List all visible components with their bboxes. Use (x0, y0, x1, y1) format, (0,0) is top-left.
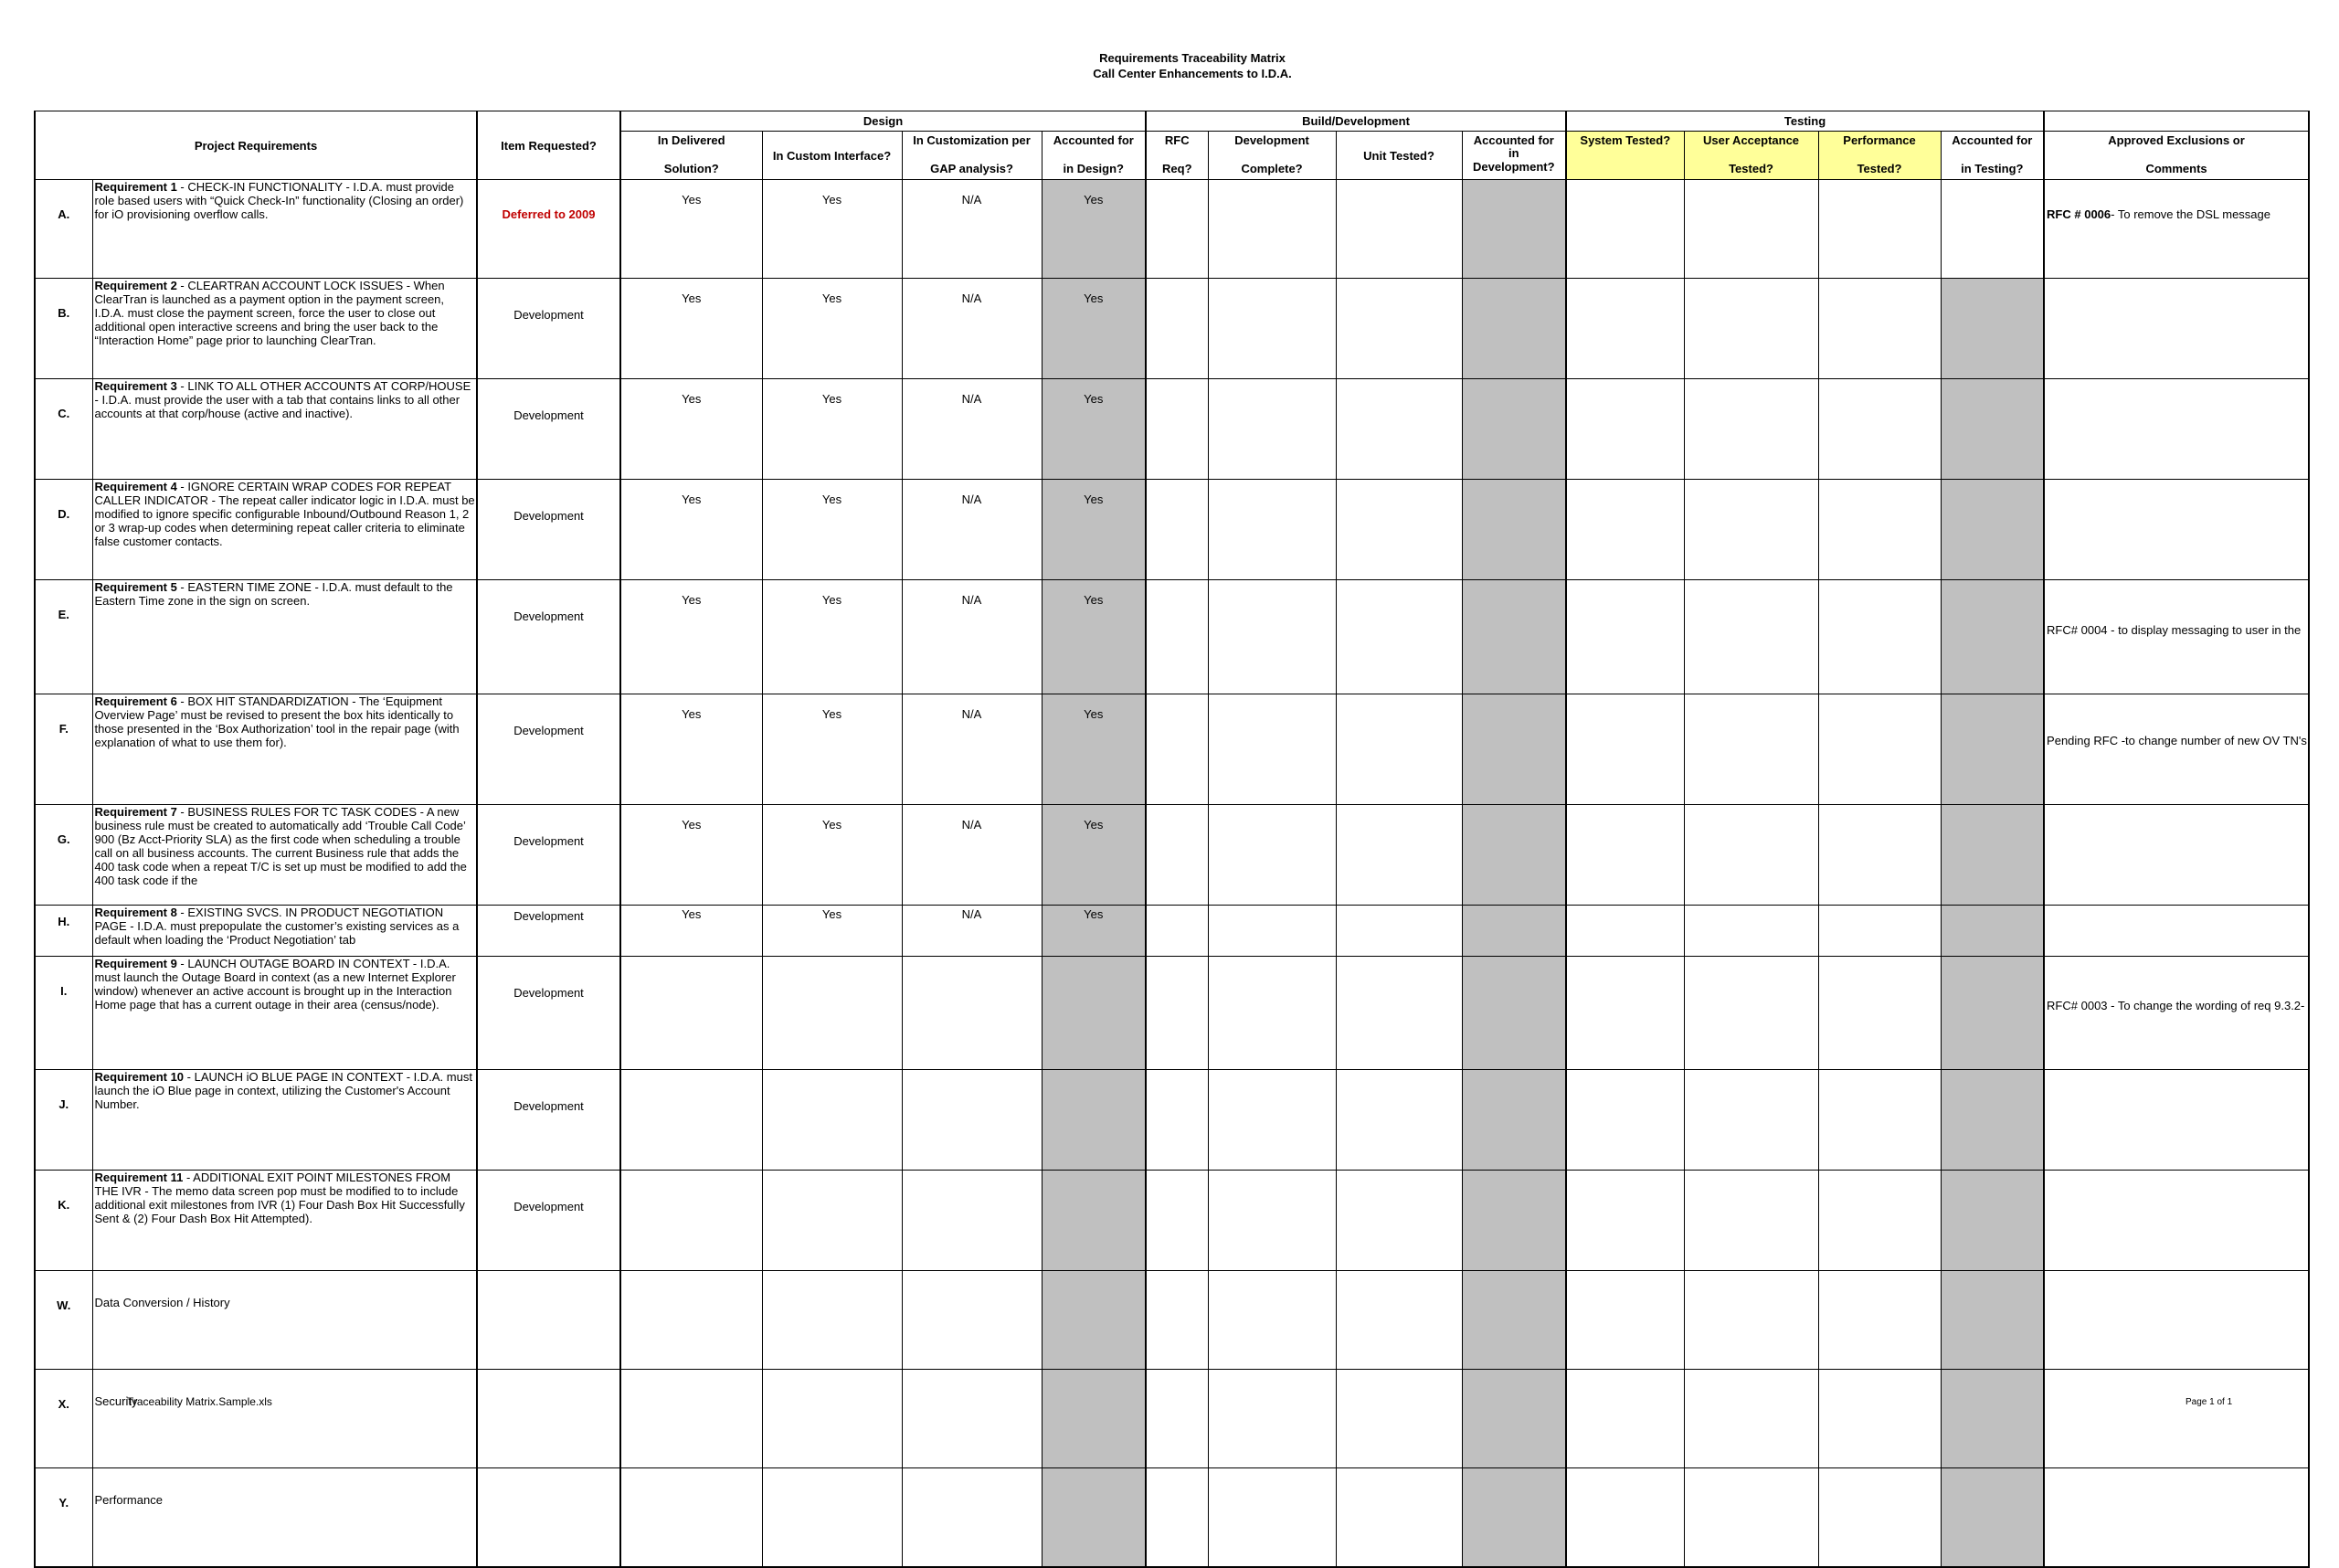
system-tested-cell (1566, 957, 1684, 1070)
accounted-dev-cell (1462, 279, 1566, 379)
comment-text: RFC# 0004 - to display messaging to user in the (2047, 623, 2302, 637)
unit-tested-cell (1336, 580, 1462, 694)
unit-tested-cell (1336, 1271, 1462, 1370)
requirement-text (92, 480, 477, 580)
item-requested-cell (477, 1370, 620, 1468)
accounted-dev-cell (1462, 1070, 1566, 1171)
performance-tested-cell (1818, 580, 1941, 694)
uat-header: User Acceptance Tested? (1684, 132, 1818, 180)
requirement-title: Requirement 4 (94, 480, 177, 493)
in-custom-interface-cell: Yes (762, 379, 902, 480)
item-requested-cell: Development (477, 957, 620, 1070)
title-block (0, 50, 2339, 81)
uat-cell (1684, 1468, 1818, 1568)
in-customization-cell: N/A (902, 279, 1042, 379)
system-tested-cell (1566, 379, 1684, 480)
accounted-design-cell (1042, 957, 1146, 1070)
performance-tested-cell (1818, 1468, 1941, 1568)
requirement-description: - EASTERN TIME ZONE - I.D.A. must default to the Eastern Time zone in the sign on screen. (94, 580, 453, 608)
uat-cell (1684, 379, 1818, 480)
in-customization-cell: N/A (902, 180, 1042, 279)
in-delivered-cell (620, 1468, 762, 1568)
exclusions-header: Approved Exclusions or Comments (2044, 132, 2309, 180)
accounted-design-cell: Yes (1042, 580, 1146, 694)
rfc-req-header: RFC Req? (1146, 132, 1208, 180)
system-tested-cell (1566, 1370, 1684, 1468)
accounted-design-cell (1042, 1070, 1146, 1171)
requirement-text (92, 1070, 477, 1171)
in-customization-cell (902, 1070, 1042, 1171)
requirement-description: - IGNORE CERTAIN WRAP CODES FOR REPEAT CALLER INDICATOR - The repeat caller indicator logic in I.D.A. must be modified to ignore specific configurable Inbound/Outbound Reason 1, 2 or 3 wrap-up codes when determining repeat caller criteria to eliminate false customer contacts. (94, 480, 475, 548)
item-requested-cell: Development (477, 580, 620, 694)
accounted-dev-cell (1462, 480, 1566, 580)
comment-cell (2044, 580, 2309, 694)
performance-tested-cell (1818, 1070, 1941, 1171)
uat-cell (1684, 805, 1818, 906)
unit-tested-cell (1336, 180, 1462, 279)
table-row (35, 279, 2309, 379)
in-delivered-cell (620, 1271, 762, 1370)
matrix-body (35, 180, 2309, 1568)
in-customization-cell: N/A (902, 906, 1042, 957)
requirement-title: Requirement 5 (94, 580, 177, 594)
rfc-req-cell (1146, 805, 1208, 906)
uat-cell (1684, 1271, 1818, 1370)
requirement-text (92, 180, 477, 279)
requirement-text: Security (92, 1370, 477, 1468)
requirement-description: - BOX HIT STANDARDIZATION - The ‘Equipment Overview Page’ must be revised to present the box hits identically to those presented in the ‘Box Authorization’ tool in the repair page (with explanation of what to use them for). (94, 694, 460, 749)
accounted-design-cell: Yes (1042, 379, 1146, 480)
in-custom-interface-cell: Yes (762, 906, 902, 957)
unit-tested-cell (1336, 1171, 1462, 1271)
accounted-testing-cell (1941, 906, 2044, 957)
table-row (35, 805, 2309, 906)
in-delivered-cell (620, 1370, 762, 1468)
table-row (35, 1070, 2309, 1171)
accounted-testing-cell (1941, 279, 2044, 379)
unit-tested-cell (1336, 480, 1462, 580)
table-row (35, 694, 2309, 805)
uat-cell (1684, 1370, 1818, 1468)
item-requested-cell: Development (477, 379, 620, 480)
in-custom-interface-cell: Yes (762, 580, 902, 694)
in-custom-interface-cell: Yes (762, 480, 902, 580)
in-custom-interface-cell (762, 957, 902, 1070)
accounted-dev-cell (1462, 906, 1566, 957)
performance-tested-cell (1818, 1271, 1941, 1370)
dev-complete-header: Development Complete? (1208, 132, 1336, 180)
in-custom-interface-cell (762, 1370, 902, 1468)
performance-tested-cell (1818, 1171, 1941, 1271)
uat-cell (1684, 694, 1818, 805)
unit-tested-cell (1336, 906, 1462, 957)
table-row (35, 1171, 2309, 1271)
unit-tested-cell (1336, 1070, 1462, 1171)
performance-tested-cell (1818, 480, 1941, 580)
table-row (35, 1370, 2309, 1468)
item-requested-cell (477, 1271, 620, 1370)
row-letter: X. (35, 1370, 92, 1468)
table-row (35, 379, 2309, 480)
comment-cell (2044, 1468, 2309, 1568)
table-row (35, 580, 2309, 694)
dev-complete-cell (1208, 480, 1336, 580)
requirement-description: - LAUNCH OUTAGE BOARD IN CONTEXT - I.D.A. must launch the Outage Board in context (as a new Internet Explorer window) whenever an active account is brought up in the Interaction Home page that has a current outage in their area (census/node). (94, 957, 456, 1012)
requirement-description: - BUSINESS RULES FOR TC TASK CODES - A new business rule must be created to automatically add ‘Trouble Call Code’ 900 (Bz Acct-Priority SLA) as the first code when scheduling a trouble call on all business accounts. The current Business rule that adds the 400 task code when a repeat T/C is set up must be modified to add the 400 task code if the (94, 805, 467, 887)
row-letter: E. (35, 580, 92, 694)
unit-tested-cell (1336, 1468, 1462, 1568)
row-letter: Y. (35, 1468, 92, 1568)
requirement-title: Requirement 7 (94, 805, 177, 819)
row-letter: H. (35, 906, 92, 957)
comment-cell (2044, 279, 2309, 379)
dev-complete-cell (1208, 1271, 1336, 1370)
requirement-text (92, 805, 477, 906)
system-tested-cell (1566, 1171, 1684, 1271)
performance-tested-header: Performance Tested? (1818, 132, 1941, 180)
comment-cell (2044, 180, 2309, 279)
item-requested-header: Item Requested? (477, 111, 620, 180)
comment-text: RFC# 0003 - To change the wording of req 9.3.2- (2047, 999, 2305, 1012)
comment-cell (2044, 379, 2309, 480)
uat-cell (1684, 480, 1818, 580)
performance-tested-cell (1818, 906, 1941, 957)
comment-cell (2044, 480, 2309, 580)
unit-tested-cell (1336, 694, 1462, 805)
accounted-testing-cell (1941, 480, 2044, 580)
performance-tested-cell (1818, 279, 1941, 379)
requirement-title: Requirement 1 (94, 180, 177, 194)
requirement-text (92, 279, 477, 379)
in-custom-interface-cell: Yes (762, 180, 902, 279)
document-subtitle: Call Center Enhancements to I.D.A. (1093, 67, 1292, 80)
in-delivered-header: In Delivered Solution? (620, 132, 762, 180)
in-custom-interface-cell (762, 1171, 902, 1271)
dev-complete-cell (1208, 906, 1336, 957)
table-row (35, 1271, 2309, 1370)
in-delivered-cell (620, 1171, 762, 1271)
accounted-testing-header: Accounted for in Testing? (1941, 132, 2044, 180)
system-tested-cell (1566, 580, 1684, 694)
item-requested-cell: Development (477, 279, 620, 379)
dev-complete-cell (1208, 1070, 1336, 1171)
accounted-design-cell: Yes (1042, 805, 1146, 906)
performance-tested-cell (1818, 694, 1941, 805)
requirement-text (92, 906, 477, 957)
in-customization-cell (902, 1370, 1042, 1468)
comment-cell (2044, 805, 2309, 906)
system-tested-cell (1566, 1070, 1684, 1171)
row-letter: B. (35, 279, 92, 379)
in-customization-cell (902, 1468, 1042, 1568)
project-requirements-header: Project Requirements (35, 111, 477, 180)
in-customization-cell (902, 1171, 1042, 1271)
system-tested-cell (1566, 180, 1684, 279)
accounted-dev-cell (1462, 180, 1566, 279)
requirement-title: Requirement 2 (94, 279, 177, 292)
row-letter: A. (35, 180, 92, 279)
in-delivered-cell: Yes (620, 694, 762, 805)
item-requested-cell: Development (477, 906, 620, 957)
in-delivered-cell: Yes (620, 580, 762, 694)
in-custom-interface-cell: Yes (762, 694, 902, 805)
unit-tested-cell (1336, 957, 1462, 1070)
system-tested-cell (1566, 279, 1684, 379)
accounted-dev-header: Accounted for in Development? (1462, 132, 1566, 180)
footer-page-number: Page 1 of 1 (2186, 1397, 2233, 1407)
traceability-matrix-table (34, 111, 2310, 1568)
in-delivered-cell: Yes (620, 480, 762, 580)
uat-cell (1684, 180, 1818, 279)
unit-tested-cell (1336, 805, 1462, 906)
item-requested-cell (477, 1468, 620, 1568)
rfc-req-cell (1146, 1271, 1208, 1370)
row-letter: J. (35, 1070, 92, 1171)
requirement-description: - CHECK-IN FUNCTIONALITY - I.D.A. must provide role based users with “Quick Check-In” functionality (Closing an order) for iO provisioning overflow calls. (94, 180, 464, 221)
requirement-title: Requirement 9 (94, 957, 177, 970)
requirement-title: Requirement 6 (94, 694, 177, 708)
system-tested-cell (1566, 694, 1684, 805)
rfc-req-cell (1146, 906, 1208, 957)
requirement-text: Performance (92, 1468, 477, 1568)
accounted-design-cell (1042, 1370, 1146, 1468)
unit-tested-header: Unit Tested? (1336, 132, 1462, 180)
row-letter: K. (35, 1171, 92, 1271)
in-customization-cell: N/A (902, 480, 1042, 580)
rfc-req-cell (1146, 379, 1208, 480)
rfc-req-cell (1146, 694, 1208, 805)
accounted-testing-cell (1941, 805, 2044, 906)
requirement-title: Requirement 3 (94, 379, 177, 393)
in-custom-interface-cell (762, 1070, 902, 1171)
accounted-design-cell: Yes (1042, 480, 1146, 580)
in-customization-header: In Customization per GAP analysis? (902, 132, 1042, 180)
accounted-dev-cell (1462, 379, 1566, 480)
requirement-title: Requirement 10 (94, 1070, 185, 1084)
accounted-testing-cell (1941, 694, 2044, 805)
accounted-design-cell: Yes (1042, 906, 1146, 957)
dev-complete-cell (1208, 1468, 1336, 1568)
in-delivered-cell (620, 957, 762, 1070)
performance-tested-cell (1818, 805, 1941, 906)
in-delivered-cell (620, 1070, 762, 1171)
dev-complete-cell (1208, 180, 1336, 279)
in-customization-cell (902, 1271, 1042, 1370)
dev-complete-cell (1208, 957, 1336, 1070)
dev-complete-cell (1208, 1370, 1336, 1468)
comment-text: - To remove the DSL message (2111, 207, 2270, 221)
rfc-req-cell (1146, 957, 1208, 1070)
rfc-req-cell (1146, 279, 1208, 379)
system-tested-cell (1566, 906, 1684, 957)
accounted-testing-cell (1941, 1468, 2044, 1568)
accounted-testing-cell (1941, 379, 2044, 480)
rfc-req-cell (1146, 580, 1208, 694)
dev-complete-cell (1208, 379, 1336, 480)
requirement-description: - LAUNCH iO BLUE PAGE IN CONTEXT - I.D.A. must launch the iO Blue page in context, utilizing the Customer's Account Number. (94, 1070, 472, 1111)
requirement-text (92, 580, 477, 694)
dev-complete-cell (1208, 279, 1336, 379)
exclusions-group-header (2044, 111, 2309, 132)
item-requested-cell: Development (477, 480, 620, 580)
in-delivered-cell: Yes (620, 805, 762, 906)
comment-text: Pending RFC -to change number of new OV TN's (2047, 734, 2307, 747)
uat-cell (1684, 1171, 1818, 1271)
requirement-text (92, 957, 477, 1070)
rfc-req-cell (1146, 480, 1208, 580)
accounted-dev-cell (1462, 580, 1566, 694)
uat-cell (1684, 906, 1818, 957)
in-custom-interface-cell: Yes (762, 805, 902, 906)
footer-filename: Traceability Matrix.Sample.xls (127, 1395, 272, 1408)
requirement-text (92, 1171, 477, 1271)
in-delivered-cell: Yes (620, 906, 762, 957)
requirement-title: Requirement 8 (94, 906, 177, 919)
table-row (35, 1468, 2309, 1568)
in-customization-cell (902, 957, 1042, 1070)
accounted-design-cell (1042, 1171, 1146, 1271)
document-title: Requirements Traceability Matrix (1099, 51, 1286, 65)
unit-tested-cell (1336, 1370, 1462, 1468)
comment-cell (2044, 1271, 2309, 1370)
accounted-design-cell: Yes (1042, 694, 1146, 805)
accounted-testing-cell (1941, 180, 2044, 279)
comment-cell (2044, 694, 2309, 805)
row-letter: W. (35, 1271, 92, 1370)
accounted-testing-cell (1941, 580, 2044, 694)
in-delivered-cell: Yes (620, 180, 762, 279)
row-letter: C. (35, 379, 92, 480)
comment-cell (2044, 1370, 2309, 1468)
table-row (35, 480, 2309, 580)
in-custom-interface-cell: Yes (762, 279, 902, 379)
accounted-testing-cell (1941, 1171, 2044, 1271)
requirement-description: - LINK TO ALL OTHER ACCOUNTS AT CORP/HOUSE - I.D.A. must provide the user with a tab that contains links to all other accounts at that corp/house (active and inactive). (94, 379, 471, 420)
performance-tested-cell (1818, 957, 1941, 1070)
accounted-dev-cell (1462, 1271, 1566, 1370)
in-custom-interface-cell (762, 1468, 902, 1568)
requirement-description: - EXISTING SVCS. IN PRODUCT NEGOTIATION PAGE - I.D.A. must prepopulate the customer’s existing services as a default when loading the ‘Product Negotiation’ tab (94, 906, 460, 947)
rfc-req-cell (1146, 1468, 1208, 1568)
in-delivered-cell: Yes (620, 379, 762, 480)
in-custom-interface-header: In Custom Interface? (762, 132, 902, 180)
in-customization-cell: N/A (902, 805, 1042, 906)
row-letter: I. (35, 957, 92, 1070)
in-customization-cell: N/A (902, 379, 1042, 480)
build-group-header: Build/Development (1146, 111, 1566, 132)
comment-cell (2044, 1171, 2309, 1271)
requirement-description: - CLEARTRAN ACCOUNT LOCK ISSUES - When ClearTran is launched as a payment option in the payment screen, I.D.A. must close the payment screen, force the user to close out additional open interactive screens and bring the user back to the “Interaction Home” page prior to launching ClearTran. (94, 279, 445, 347)
rfc-req-cell (1146, 1370, 1208, 1468)
requirement-text (92, 694, 477, 805)
system-tested-cell (1566, 1468, 1684, 1568)
accounted-testing-cell (1941, 957, 2044, 1070)
accounted-design-header: Accounted for in Design? (1042, 132, 1146, 180)
requirement-text: Data Conversion / History (92, 1271, 477, 1370)
testing-group-header: Testing (1566, 111, 2044, 132)
system-tested-cell (1566, 480, 1684, 580)
uat-cell (1684, 1070, 1818, 1171)
unit-tested-cell (1336, 379, 1462, 480)
dev-complete-cell (1208, 580, 1336, 694)
comment-cell (2044, 957, 2309, 1070)
rfc-req-cell (1146, 1070, 1208, 1171)
dev-complete-cell (1208, 805, 1336, 906)
system-tested-cell (1566, 1271, 1684, 1370)
performance-tested-cell (1818, 180, 1941, 279)
row-letter: D. (35, 480, 92, 580)
system-tested-header: System Tested? (1566, 132, 1684, 180)
accounted-dev-cell (1462, 1171, 1566, 1271)
requirement-title: Requirement 11 (94, 1171, 184, 1184)
accounted-design-cell (1042, 1468, 1146, 1568)
in-customization-cell: N/A (902, 694, 1042, 805)
unit-tested-cell (1336, 279, 1462, 379)
performance-tested-cell (1818, 1370, 1941, 1468)
table-row (35, 180, 2309, 279)
uat-cell (1684, 580, 1818, 694)
comment-cell (2044, 1070, 2309, 1171)
uat-cell (1684, 279, 1818, 379)
comment-rfc-number: RFC # 0006 (2047, 207, 2111, 221)
accounted-dev-cell (1462, 805, 1566, 906)
table-row (35, 906, 2309, 957)
requirement-description: - ADDITIONAL EXIT POINT MILESTONES FROM THE IVR - The memo data screen pop must be modified to to include additional exit milestones from IVR (1) Four Dash Box Hit Successfully Sent & (2) Four Dash Box Hit Attempted). (94, 1171, 465, 1225)
performance-tested-cell (1818, 379, 1941, 480)
item-requested-cell: Development (477, 805, 620, 906)
accounted-testing-cell (1941, 1370, 2044, 1468)
rfc-req-cell (1146, 1171, 1208, 1271)
item-requested-cell: Development (477, 1171, 620, 1271)
in-delivered-cell: Yes (620, 279, 762, 379)
uat-cell (1684, 957, 1818, 1070)
accounted-design-cell: Yes (1042, 279, 1146, 379)
in-customization-cell: N/A (902, 580, 1042, 694)
in-custom-interface-cell (762, 1271, 902, 1370)
accounted-dev-cell (1462, 1370, 1566, 1468)
comment-cell (2044, 906, 2309, 957)
accounted-dev-cell (1462, 694, 1566, 805)
row-letter: F. (35, 694, 92, 805)
dev-complete-cell (1208, 694, 1336, 805)
item-requested-cell: Development (477, 1070, 620, 1171)
row-letter: G. (35, 805, 92, 906)
accounted-dev-cell (1462, 1468, 1566, 1568)
system-tested-cell (1566, 805, 1684, 906)
accounted-design-cell (1042, 1271, 1146, 1370)
accounted-design-cell: Yes (1042, 180, 1146, 279)
item-requested-cell: Deferred to 2009 (477, 180, 620, 279)
accounted-testing-cell (1941, 1271, 2044, 1370)
table-row (35, 957, 2309, 1070)
accounted-testing-cell (1941, 1070, 2044, 1171)
design-group-header: Design (620, 111, 1146, 132)
accounted-dev-cell (1462, 957, 1566, 1070)
rfc-req-cell (1146, 180, 1208, 279)
requirement-text (92, 379, 477, 480)
item-requested-cell: Development (477, 694, 620, 805)
dev-complete-cell (1208, 1171, 1336, 1271)
